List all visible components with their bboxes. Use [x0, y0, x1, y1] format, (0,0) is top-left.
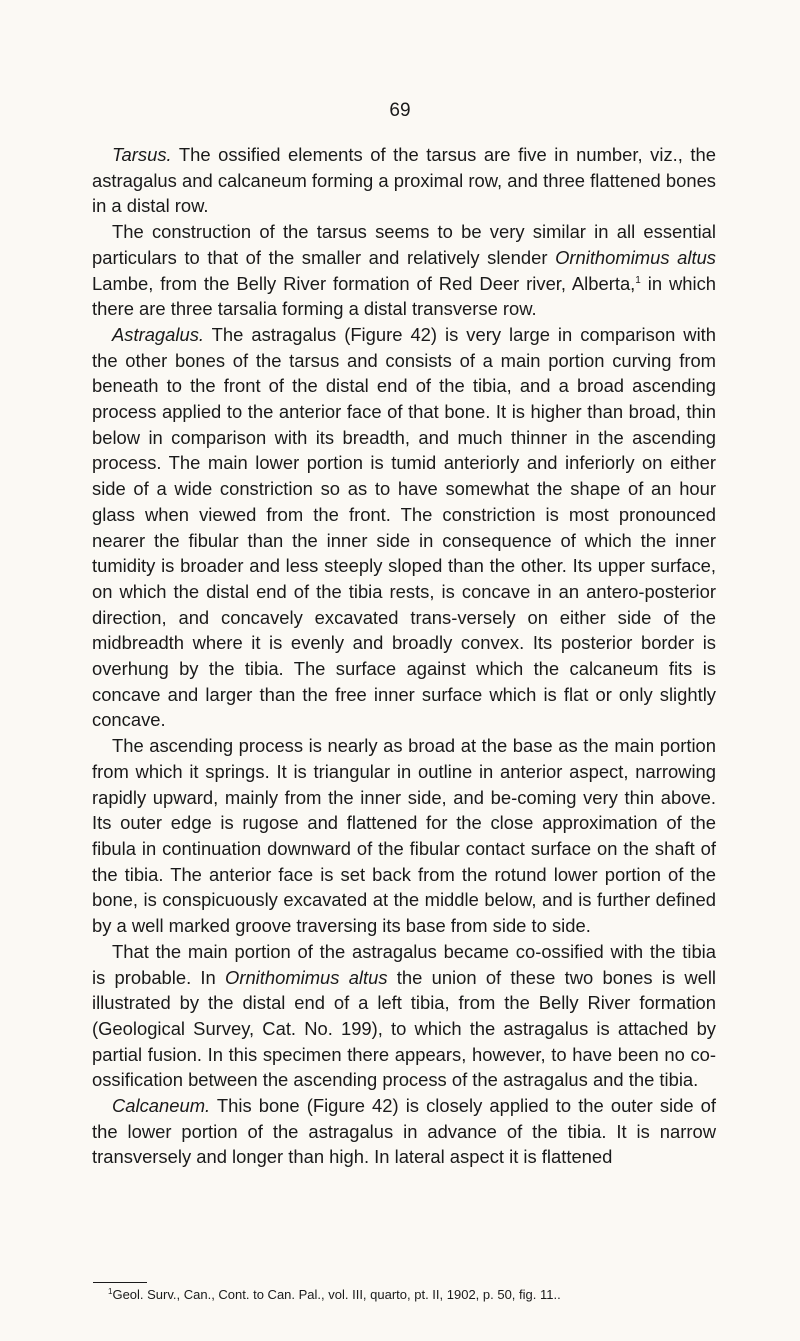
text-run: The construction of the tarsus seems to be very similar in all essential particulars to that of the smaller and relatively slender [92, 221, 716, 268]
footnote-ref[interactable]: 1 [635, 274, 641, 286]
section-heading: Astragalus. [112, 323, 204, 345]
paragraph [92, 1093, 716, 1170]
page-number: 69 [389, 100, 411, 121]
paragraph [92, 219, 716, 322]
footnote-text: Geol. Surv., Can., Cont. to Can. Pal., vol. III, quarto, pt. II, 1902, p. 50, fig. 11.. [112, 1287, 561, 1302]
paragraph [92, 939, 716, 1093]
text-run: That the main portion of the astragalus became co-ossified with the tibia is probable. In [92, 940, 716, 988]
text-run: in which there are three tarsalia forming a distal transverse row. [92, 272, 716, 320]
text-run: The ascending process is nearly as broad at the base as the main portion from which it springs. It is triangular in outline in anterior aspect, narrowing rapidly upward, mainly from the inner side, and be-coming very thin above. Its outer edge is rugose and flattened for the close approximation of the fibula in continuation downward of the fibular contact surface on the shaft of the tibia. The anterior face is set back from the rotund lower portion of the bone, is conspicuously excavated at the middle below, and is further defined by a well marked groove traversing its base from side to side. [92, 735, 716, 937]
footnote-marker: 1 [108, 1287, 113, 1296]
footnote [108, 1286, 708, 1304]
text-run: the union of these two bones is well illustrated by the distal end of a left tibia, from the Belly River formation (Geological Survey, Cat. No. 199), to which the astragalus is attached by partial fusion. In this specimen there appears, however, to have been no co-ossification between the ascending process of the astragalus and the tibia. [92, 966, 716, 1091]
paragraph [92, 733, 716, 939]
text-run: Lambe, from the Belly River formation of Red Deer river, Alberta, [92, 272, 636, 294]
text-run: This bone (Figure 42) is closely applied to the outer side of the lower portion of the astragalus in advance of the tibia. It is narrow transversely and longer than high. In lateral aspect it is flattened [92, 1095, 716, 1168]
italic-term: Ornithomimus altus [225, 966, 388, 988]
italic-term: Ornithomimus altus [555, 246, 716, 268]
footnote-divider [93, 1282, 147, 1283]
body-text [92, 142, 716, 1170]
paragraph [92, 322, 716, 733]
section-heading: Tarsus. [112, 144, 172, 165]
section-heading: Calcaneum. [112, 1095, 211, 1117]
text-run: The ossified elements of the tarsus are five in number, viz., the astragalus and calcaneum forming a proximal row, and three flattened bones in a distal row. [92, 144, 716, 217]
paragraph [92, 142, 716, 219]
text-run: The astragalus (Figure 42) is very large in comparison with the other bones of the tarsus and consists of a main portion curving from beneath to the front of the distal end of the tibia, and a broad ascending process applied to the anterior face of that bone. It is higher than broad, thin below in comparison with its breadth, and much thinner in the ascending process. The main lower portion is tumid anteriorly and inferiorly on either side of a wide constriction so as to have somewhat the shape of an hour glass when viewed from the front. The constriction is most pronounced nearer the fibular than the inner side in consequence of which the inner tumidity is broader and less steeply sloped than the other. Its upper surface, on which the distal end of the tibia rests, is concave in an antero-posterior direction, and concavely excavated trans-versely on either side of the midbreadth where it is evenly and broadly convex. Its posterior border is overhung by the tibia. The surface against which the calcaneum fits is concave and larger than the free inner surface which is flat or only slightly concave. [92, 323, 716, 731]
